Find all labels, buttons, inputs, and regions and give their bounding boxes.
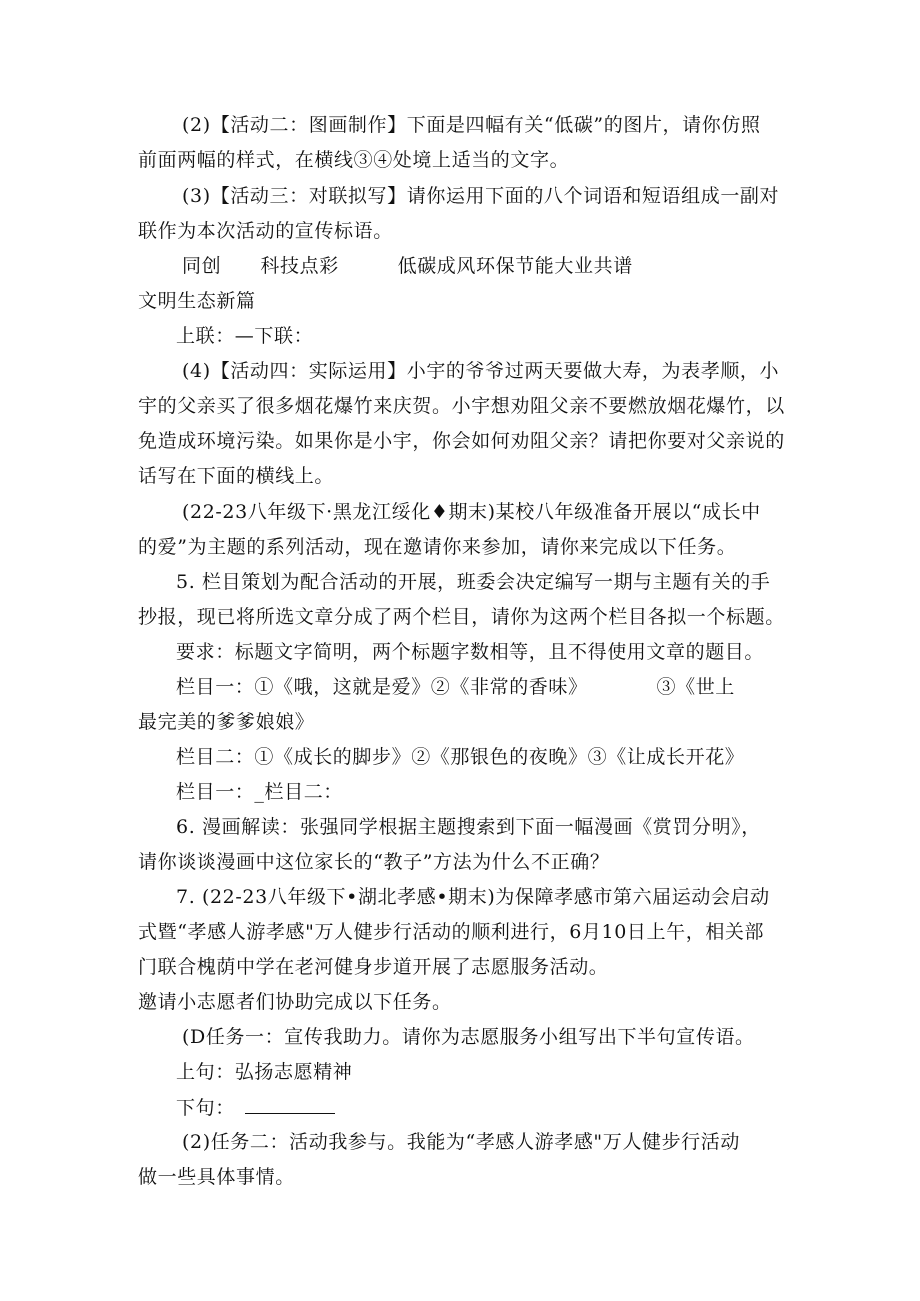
q7-line-2: 式暨“孝感人游孝感"万人健步行活动的顺利进行，6月10日上午，相关部 — [138, 921, 765, 943]
column-answer-line: 栏目一：_栏目二： — [176, 781, 343, 803]
q4-line-3: 免造成环境污染。如果你是小宇，你会如何劝阻父亲？请把你要对父亲说的 — [138, 430, 785, 452]
q7-line-3: 门联合槐荫中学在老河健身步道开展了志愿服务活动。 — [138, 956, 609, 978]
q3-line-2: 联作为本次活动的宣传标语。 — [138, 220, 393, 242]
column-two-line: 栏目二：①《成长的脚步》②《那银色的夜晚》③《让成长开花》 — [176, 746, 745, 768]
q4-line-1: (4)【活动四：实际运用】小宇的爷爷过两天要做大寿，为表孝顺，小 — [182, 360, 780, 382]
q7-line-1: 7. (22-23八年级下•湖北孝感•期末)为保障孝感市第六届运动会启动 — [176, 886, 770, 908]
couplet-words-line-2: 文明生态新篇 — [138, 290, 256, 312]
intro-line-2: 的爱”为主题的系列活动，现在邀请你来参加，请你来完成以下任务。 — [138, 536, 737, 558]
lower-sentence-line — [176, 1095, 335, 1120]
column-one-line-2: 最完美的爹爹娘娘》 — [138, 711, 315, 733]
q5-requirement: 要求：标题文字简明，两个标题字数相等，且不得使用文章的题目。 — [176, 641, 765, 663]
q6-line-1: 6. 漫画解读：张强同学根据主题搜索到下面一幅漫画《赏罚分明》， — [176, 816, 761, 838]
q3-line-1: (3)【活动三：对联拟写】请你运用下面的八个词语和短语组成一副对 — [182, 185, 780, 207]
q6-line-2: 请你谈谈漫画中这位家长的“教子”方法为什么不正确？ — [138, 851, 610, 873]
column-one-line-1: 栏目一：①《哦，这就是爱》②《非常的香味》 ③《世上 — [176, 676, 735, 698]
task-two-line-1: (2)任务二：活动我参与。我能为“孝感人游孝感"万人健步行活动 — [182, 1131, 740, 1153]
q2-line-2: 前面两幅的样式，在横线③④处境上适当的文字。 — [138, 149, 570, 171]
upper-sentence-line: 上句：弘扬志愿精神 — [176, 1061, 353, 1083]
lower-sentence-label: 下句： — [176, 1097, 235, 1119]
task-one-line: (D任务一：宣传我助力。请你为志愿服务小组写出下半句宣传语。 — [182, 1026, 755, 1048]
intro-line-1: (22-23八年级下·黑龙江绥化♦期末)某校八年级准备开展以“成长中 — [182, 501, 761, 523]
q5-line-1: 5. 栏目策划为配合活动的开展，班委会决定编写一期与主题有关的手 — [176, 571, 771, 593]
q7-line-4: 邀请小志愿者们协助完成以下任务。 — [138, 991, 452, 1013]
couplet-answer-line: 上联：—下联： — [176, 325, 314, 347]
couplet-words-line-1: 同创 科技点彩 低碳成风环保节能大业共谱 — [182, 255, 633, 277]
answer-blank[interactable] — [245, 1095, 335, 1114]
q2-line-1: (2)【活动二：图画制作】下面是四幅有关“低碳”的图片，请你仿照 — [182, 114, 761, 136]
task-two-line-2: 做一些具体事情。 — [138, 1166, 295, 1188]
q5-line-2: 抄报，现已将所选文章分成了两个栏目，请你为这两个栏目各拟一个标题。 — [138, 606, 785, 628]
q4-line-4: 话写在下面的横线上。 — [138, 465, 335, 487]
q4-line-2: 宇的父亲买了很多烟花爆竹来庆贺。小宇想劝阻父亲不要燃放烟花爆竹，以 — [138, 395, 785, 417]
